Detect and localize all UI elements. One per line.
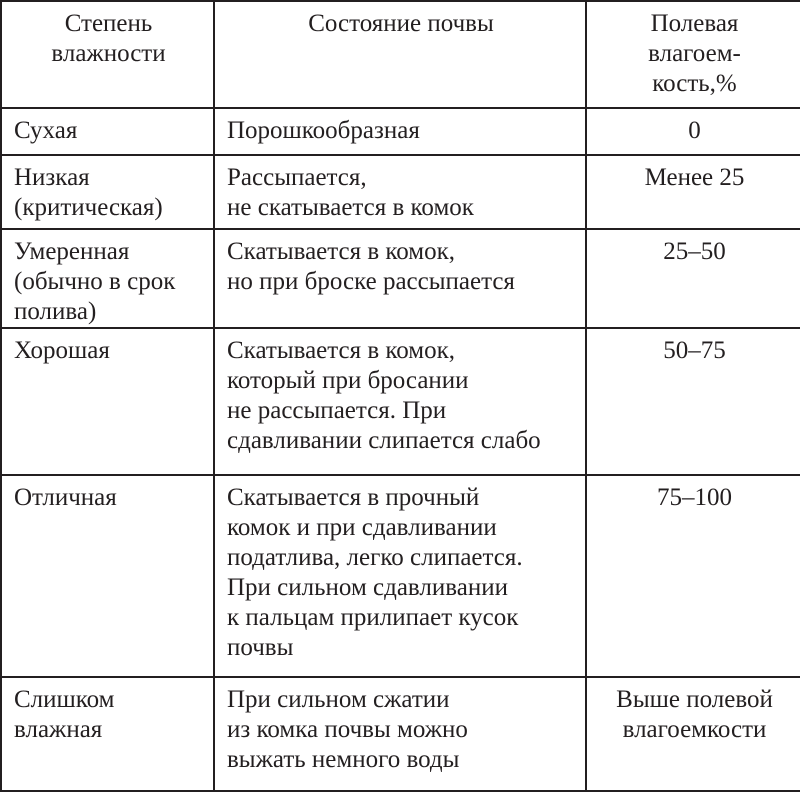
degree-cell (1, 677, 214, 791)
cell-text-line: 25–50 (663, 238, 726, 265)
state-cell (214, 229, 586, 328)
cell-text-line: влажности (51, 40, 166, 67)
cell-text-line: к пальцам прилипает кусок (227, 604, 519, 631)
cell-text-line: Слишком (14, 686, 115, 713)
header-row (1, 1, 800, 108)
capacity-cell (586, 328, 800, 475)
cell-text-line: влажная (14, 716, 103, 743)
cell-text-line: 75–100 (657, 484, 732, 511)
cell-text-line: который при бросании (227, 367, 469, 394)
state-cell (214, 475, 586, 677)
cell-text-line: Порошкообразная (227, 117, 420, 144)
cell-text-line: податлива, легко слипается. (227, 544, 523, 571)
table-row (1, 677, 800, 791)
cell-text-line: Скатывается в комок, (227, 238, 456, 265)
header-degree (1, 1, 214, 108)
cell-text-line: но при броске рассыпается (227, 268, 515, 295)
cell-text-line: влагоемкости (622, 716, 767, 743)
degree-cell (1, 475, 214, 677)
capacity-cell (586, 475, 800, 677)
cell-text-line: не рассыпается. При (227, 397, 447, 424)
cell-text-line: 0 (688, 117, 701, 144)
cell-text-line: из комка почвы можно (227, 716, 468, 743)
cell-text-line: сдавливании слипается слабо (227, 427, 541, 454)
cell-text-line: Умеренная (14, 238, 130, 265)
cell-text-line: 50–75 (663, 337, 726, 364)
degree-cell (1, 229, 214, 328)
cell-text-line: кость,% (652, 70, 737, 97)
capacity-cell (586, 229, 800, 328)
cell-text-line: полива) (14, 298, 97, 325)
table-row (1, 108, 800, 155)
capacity-cell (586, 677, 800, 791)
cell-text-line: Отличная (14, 484, 117, 511)
cell-text-line: Рассыпается, (227, 164, 367, 191)
cell-text-line: При сильном сдавливании (227, 574, 508, 601)
cell-text-line: Менее 25 (644, 164, 745, 191)
capacity-cell (586, 155, 800, 229)
state-cell (214, 328, 586, 475)
cell-text-line: Степень (64, 10, 153, 37)
state-cell (214, 155, 586, 229)
cell-text-line: (критическая) (14, 194, 163, 221)
cell-text-line: Скатывается в прочный (227, 484, 480, 511)
cell-text-line: (обычно в срок (14, 268, 176, 295)
cell-text-line: Хорошая (14, 337, 110, 364)
cell-text-line: Состояние почвы (308, 10, 494, 37)
state-cell (214, 108, 586, 155)
cell-text-line: Низкая (14, 164, 90, 191)
cell-text-line: комок и при сдавливании (227, 514, 497, 541)
degree-cell (1, 108, 214, 155)
cell-text-line: выжать немного воды (227, 746, 460, 773)
table-row (1, 475, 800, 677)
cell-text-line: не скатывается в комок (227, 194, 474, 221)
table-row (1, 229, 800, 328)
capacity-cell (586, 108, 800, 155)
table-row (1, 155, 800, 229)
cell-text-line: Выше полевой (616, 686, 773, 713)
header-capacity (586, 1, 800, 108)
degree-cell (1, 155, 214, 229)
degree-cell (1, 328, 214, 475)
header-state (214, 1, 586, 108)
cell-text-line: При сильном сжатии (227, 686, 450, 713)
cell-text-line: влагоем- (648, 40, 741, 67)
cell-text-line: почвы (227, 634, 294, 661)
cell-text-line: Полевая (650, 10, 739, 37)
table-row (1, 328, 800, 475)
cell-text-line: Скатывается в комок, (227, 337, 456, 364)
cell-text-line: Сухая (14, 117, 78, 144)
state-cell (214, 677, 586, 791)
